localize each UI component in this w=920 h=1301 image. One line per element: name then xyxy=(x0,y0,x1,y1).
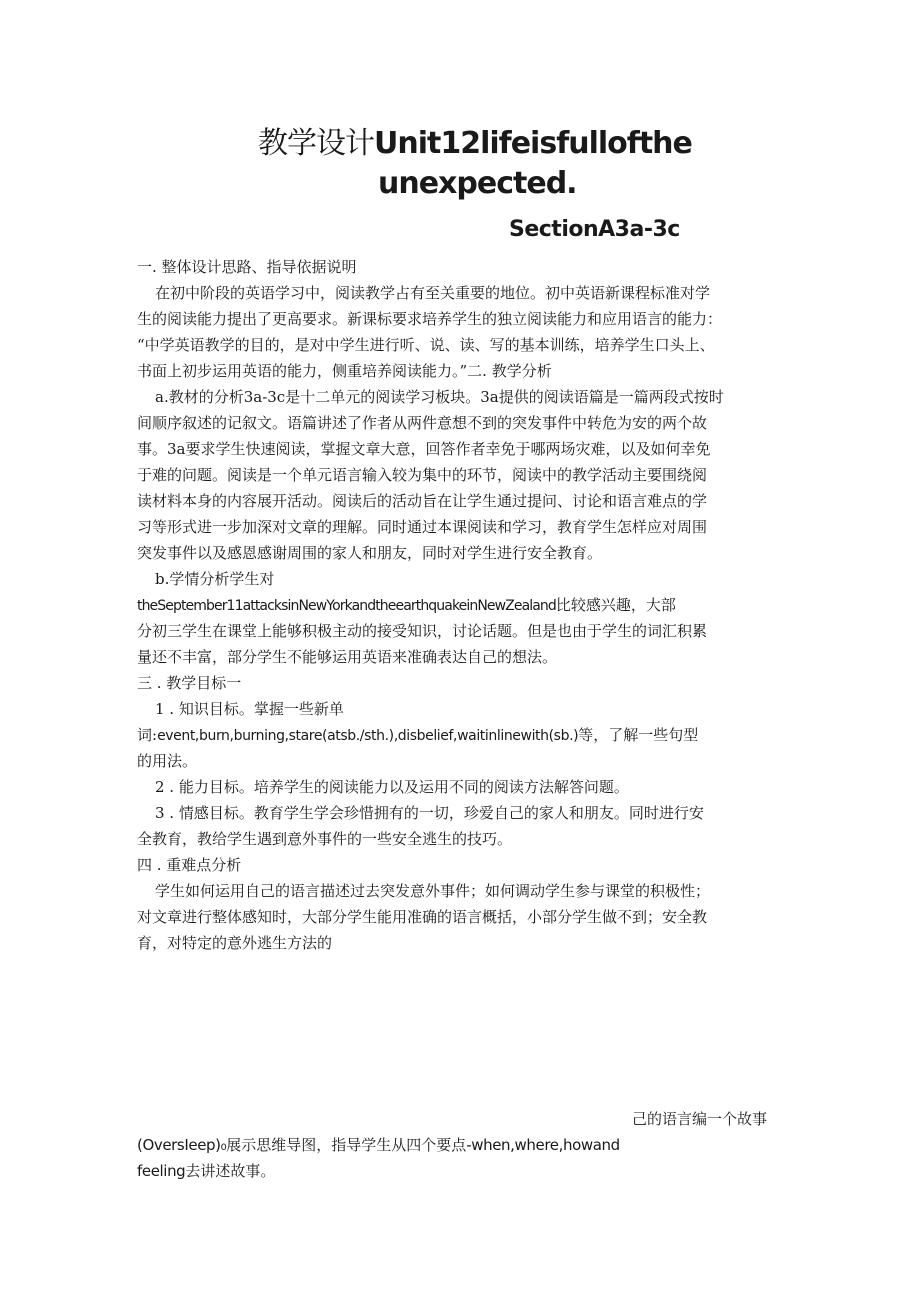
s3-goal1-line3: 的用法。 xyxy=(137,752,198,770)
s3-goal1-prefix: 词: xyxy=(137,726,158,744)
s2b-tail: 比较感兴趣，大部 xyxy=(555,596,676,614)
section1-heading: 一. 整体设计思路、指导依据说明 xyxy=(137,258,357,276)
section3-heading: 三 . 教学目标一 xyxy=(137,674,242,692)
fragment-line2 xyxy=(137,1132,620,1158)
s3-goal3-line2: 全教育，教给学生遇到意外事件的一些安全逃生的技巧。 xyxy=(137,830,513,848)
s2b-line: 量还不丰富，部分学生不能够运用英语来准确表达自己的想法。 xyxy=(137,648,558,666)
s4-line: 对文章进行整体感知时，大部分学生能用准确的语言概括，小部分学生做不到；安全教 xyxy=(137,908,708,926)
s2a-line: 间顺序叙述的记叙文。语篇讲述了作者从两件意想不到的突发事件中转危为安的两个故 xyxy=(137,414,708,432)
s3-goal3-line1: 3 . 情感目标。教育学生学会珍惜拥有的一切，珍爱自己的家人和朋友。同时进行安 xyxy=(155,804,704,822)
s2b-line: 分初三学生在课堂上能够积极主动的接受知识，讨论话题。但是也由于学生的词汇积累 xyxy=(137,622,708,640)
fragment-cn: 去讲述故事。 xyxy=(185,1162,276,1180)
section-label: SectionA3a-3c xyxy=(509,217,680,242)
title-chinese: 教学设计 xyxy=(258,126,374,161)
s1-line: “中学英语教学的目的，是对中学生进行听、说、读、写的基本训练，培养学生口头上、 xyxy=(137,336,715,354)
s3-goal1-line2 xyxy=(137,722,698,749)
s2b-latin: theSeptember11attacksinNewYorkandtheearthquakeinNewZealand xyxy=(137,598,556,614)
fragment-line3 xyxy=(137,1158,275,1184)
s2a-line: 于难的问题。阅读是一个单元语言输入较为集中的环节，阅读中的教学活动主要围绕阅 xyxy=(137,466,708,484)
title-line2: unexpected. xyxy=(378,166,577,201)
s4-line: 学生如何运用自己的语言描述过去突发意外事件；如何调动学生参与课堂的积极性； xyxy=(155,882,711,900)
s1-line: 在初中阶段的英语学习中，阅读教学占有至关重要的地位。初中英语新课程标准对学 xyxy=(155,284,711,302)
fragment-latin: feeling xyxy=(137,1162,186,1180)
document-title xyxy=(258,118,692,162)
s1-line: 书面上初步运用英语的能力，侧重培养阅读能力。”二. 教学分析 xyxy=(137,362,552,380)
title-line1: Unit12lifeisfullofthe xyxy=(374,126,692,161)
fragment-tail: -when,where,howand xyxy=(466,1136,620,1154)
s2a-line: 突发事件以及感恩感谢周围的家人和朋友，同时对学生进行安全教育。 xyxy=(137,544,603,562)
fragment-latin: (OversIeep)₀ xyxy=(137,1136,227,1154)
s1-line: 生的阅读能力提出了更高要求。新课标要求培养学生的独立阅读能力和应用语言的能力： xyxy=(137,310,723,328)
section4-heading: 四 . 重难点分析 xyxy=(137,856,242,874)
fragment-line1: 己的语言编一个故事 xyxy=(632,1110,768,1128)
s2a-line: 读材料本身的内容展开活动。阅读后的活动旨在让学生通过提问、讨论和语言难点的学 xyxy=(137,492,708,510)
s2b-line1: b.学情分析学生对 xyxy=(155,570,275,588)
s3-goal2: 2 . 能力目标。培养学生的阅读能力以及运用不同的阅读方法解答问题。 xyxy=(155,778,629,796)
s3-goal1-line1: 1 . 知识目标。掌握一些新单 xyxy=(155,700,344,718)
s3-goal1-tail: 等，了解一些句型 xyxy=(578,726,699,744)
s4-line: 育，对特定的意外逃生方法的 xyxy=(137,934,333,952)
s2a-line: 事。3a要求学生快速阅读，掌握文章大意，回答作者幸免于哪两场灾难，以及如何幸免 xyxy=(137,440,711,458)
s2a-line: 习等形式进一步加深对文章的理解。同时通过本课阅读和学习，教育学生怎样应对周围 xyxy=(137,518,708,536)
s2b-line2 xyxy=(137,592,676,619)
s3-goal1-latin: event,burn,burning,stare(atsb./sth.)‚disbelief,waitinlinewith(sb.) xyxy=(157,728,579,744)
fragment-cn: 展示思维导图，指导学生从四个要点 xyxy=(226,1136,467,1154)
s2a-line: a.教材的分析3a-3c是十二单元的阅读学习板块。3a提供的阅读语篇是一篇两段式按时 xyxy=(155,388,724,406)
